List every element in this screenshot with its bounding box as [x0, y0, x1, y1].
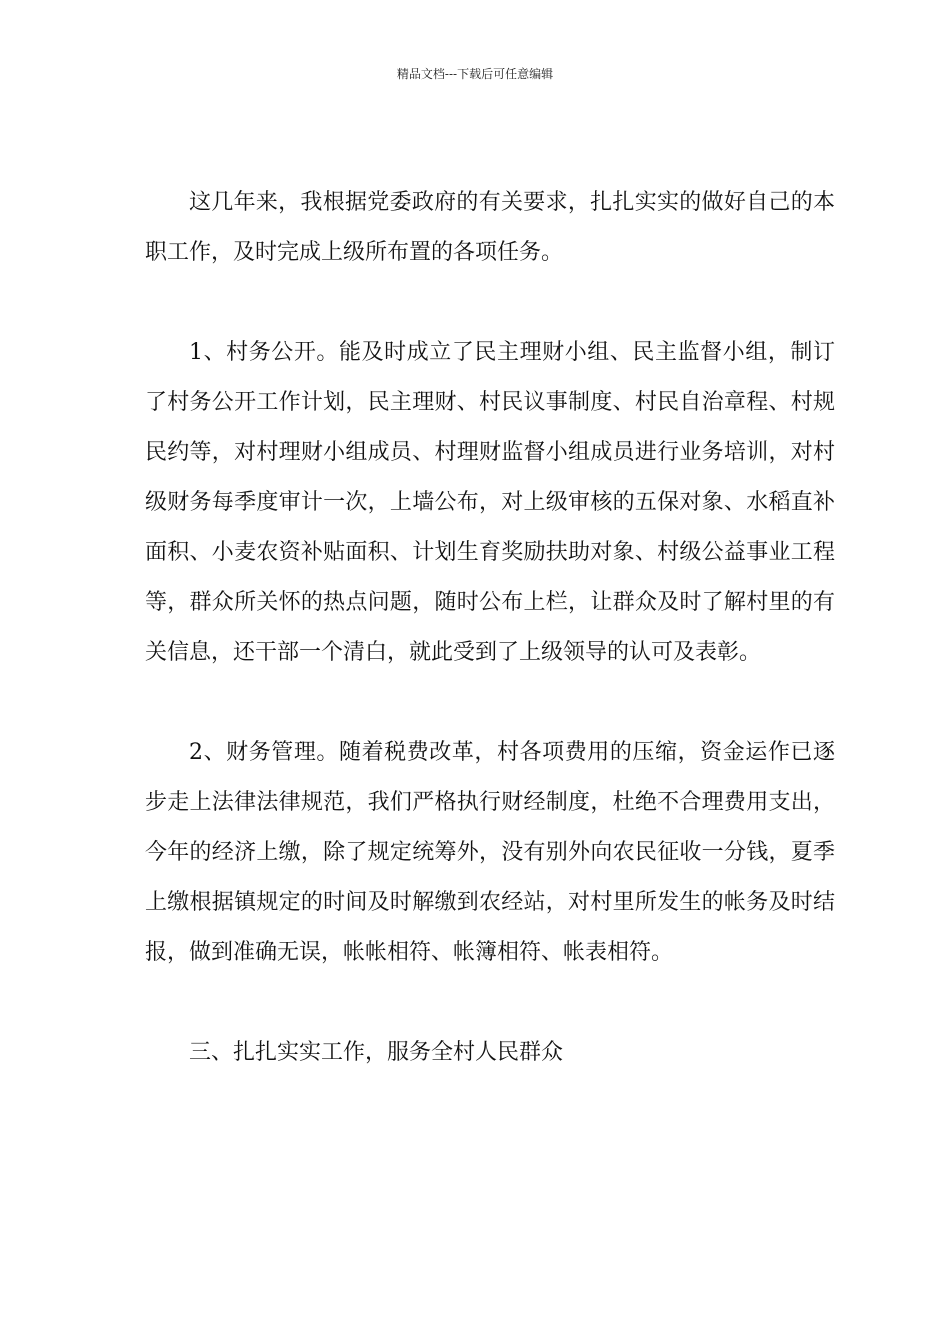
page-header: 精品文档---下载后可任意编辑 [396, 67, 554, 81]
document-body [145, 178, 835, 1078]
finance-management-paragraph: 2、财务管理。随着税费改革，村各项费用的压缩，资金运作已逐步走上法律法律规范，我们严格执行财经制度，杜绝不合理费用支出，今年的经济上缴，除了规定统筹外，没有别外向农民征收一分钱，夏季上缴根据镇规定的时间及时解缴到农经站，对村里所发生的帐务及时结报，做到准确无误，帐帐相符、帐簿相符、帐表相符。 [145, 740, 835, 965]
village-affairs-paragraph: 1、村务公开。能及时成立了民主理财小组、民主监督小组，制订了村务公开工作计划，民主理财、村民议事制度、村民自治章程、村规民约等，对村理财小组成员、村理财监督小组成员进行业务培训，对村级财务每季度审计一次，上墙公布，对上级审核的五保对象、水稻直补面积、小麦农资补贴面积、计划生育奖励扶助对象、村级公益事业工程等，群众所关怀的热点问题，随时公布上栏，让群众及时了解村里的有关信息，还干部一个清白，就此受到了上级领导的认可及表彰。 [145, 340, 835, 665]
section-heading-three: 三、扎扎实实工作，服务全村人民群众 [189, 1040, 564, 1065]
intro-paragraph: 这几年来，我根据党委政府的有关要求，扎扎实实的做好自己的本职工作，及时完成上级所布置的各项任务。 [145, 190, 835, 265]
